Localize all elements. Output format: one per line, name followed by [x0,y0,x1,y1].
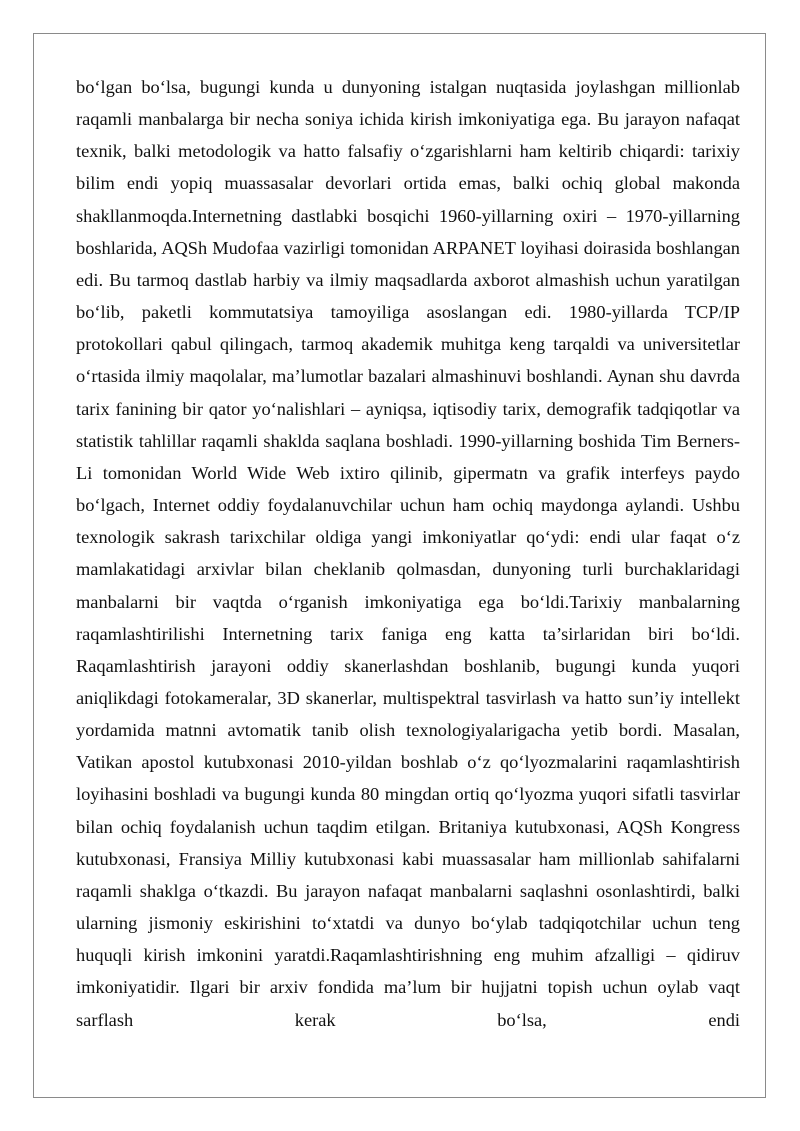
body-paragraph: bo‘lgan bo‘lsa, bugungi kunda u dunyoning istalgan nuqtasida joylashgan millionlab raqamli manbalarga bir necha soniya ichida kirish imkoniyatiga ega. Bu jarayon nafaqat texnik, balki metodologik va hatto falsafiy o‘zgarishlarni ham keltirib chiqardi: tarixiy bilim endi yopiq muassasalar devorlari ortida emas, balki ochiq global makonda shakllanmoqda.Internetning dastlabki bosqichi 1960-yillarning oxiri – 1970-yillarning boshlarida, AQSh Mudofaa vazirligi tomonidan ARPANET loyihasi doirasida boshlangan edi. Bu tarmoq dastlab harbiy va ilmiy maqsadlarda axborot almashish uchun yaratilgan bo‘lib, paketli kommutatsiya tamoyiliga asoslangan edi. 1980-yillarda TCP/IP protokollari qabul qilingach, tarmoq akademik muhitga keng tarqaldi va universitetlar o‘rtasida ilmiy maqolalar, ma’lumotlar bazalari almashinuvi boshlandi. Aynan shu davrda tarix fanining bir qator yo‘nalishlari – ayniqsa, iqtisodiy tarix, demografik tadqiqotlar va statistik tahlillar raqamli shaklda saqlana boshladi. 1990-yillarning boshida Tim Berners-Li tomonidan World Wide Web ixtiro qilinib, gipermatn va grafik interfeys paydo bo‘lgach, Internet oddiy foydalanuvchilar uchun ham ochiq maydonga aylandi. Ushbu texnologik sakrash tarixchilar oldiga yangi imkoniyatlar qo‘ydi: endi ular faqat o‘z mamlakatidagi arxivlar bilan cheklanib qolmasdan, dunyoning turli burchaklaridagi manbalarni bir vaqtda o‘rganish imkoniyatiga ega bo‘ldi.Tarixiy manbalarning raqamlashtirilishi Internetning tarix faniga eng katta ta’sirlaridan biri bo‘ldi. Raqamlashtirish jarayoni oddiy skanerlashdan boshlanib, bugungi kunda yuqori aniqlikdagi fotokameralar, 3D skanerlar, multispektral tasvirlash va hatto sun’iy intellekt yordamida matnni avtomatik tanib olish texnologiyalarigacha yetib bordi. Masalan, Vatikan apostol kutubxonasi 2010-yildan boshlab o‘z qo‘lyozmalarini raqamlashtirish loyihasini boshladi va bugungi kunda 80 mingdan ortiq qo‘lyozma yuqori sifatli tasvirlar bilan ochiq foydalanish uchun taqdim etilgan. Britaniya kutubxonasi, AQSh Kongress kutubxonasi, Fransiya Milliy kutubxonasi kabi muassasalar ham millionlab sahifalarni raqamli shaklga o‘tkazdi. Bu jarayon nafaqat manbalarni saqlashni osonlashtirdi, balki ularning jismoniy eskirishini to‘xtatdi va dunyo bo‘ylab tadqiqotchilar uchun teng huquqli kirish imkonini yaratdi.Raqamlashtirishning eng muhim afzalligi – qidiruv imkoniyatidir. Ilgari bir arxiv fondida ma’lum bir hujjatni topish uchun oylab vaqt sarflash kerak bo‘lsa, endi [76,77,740,1030]
